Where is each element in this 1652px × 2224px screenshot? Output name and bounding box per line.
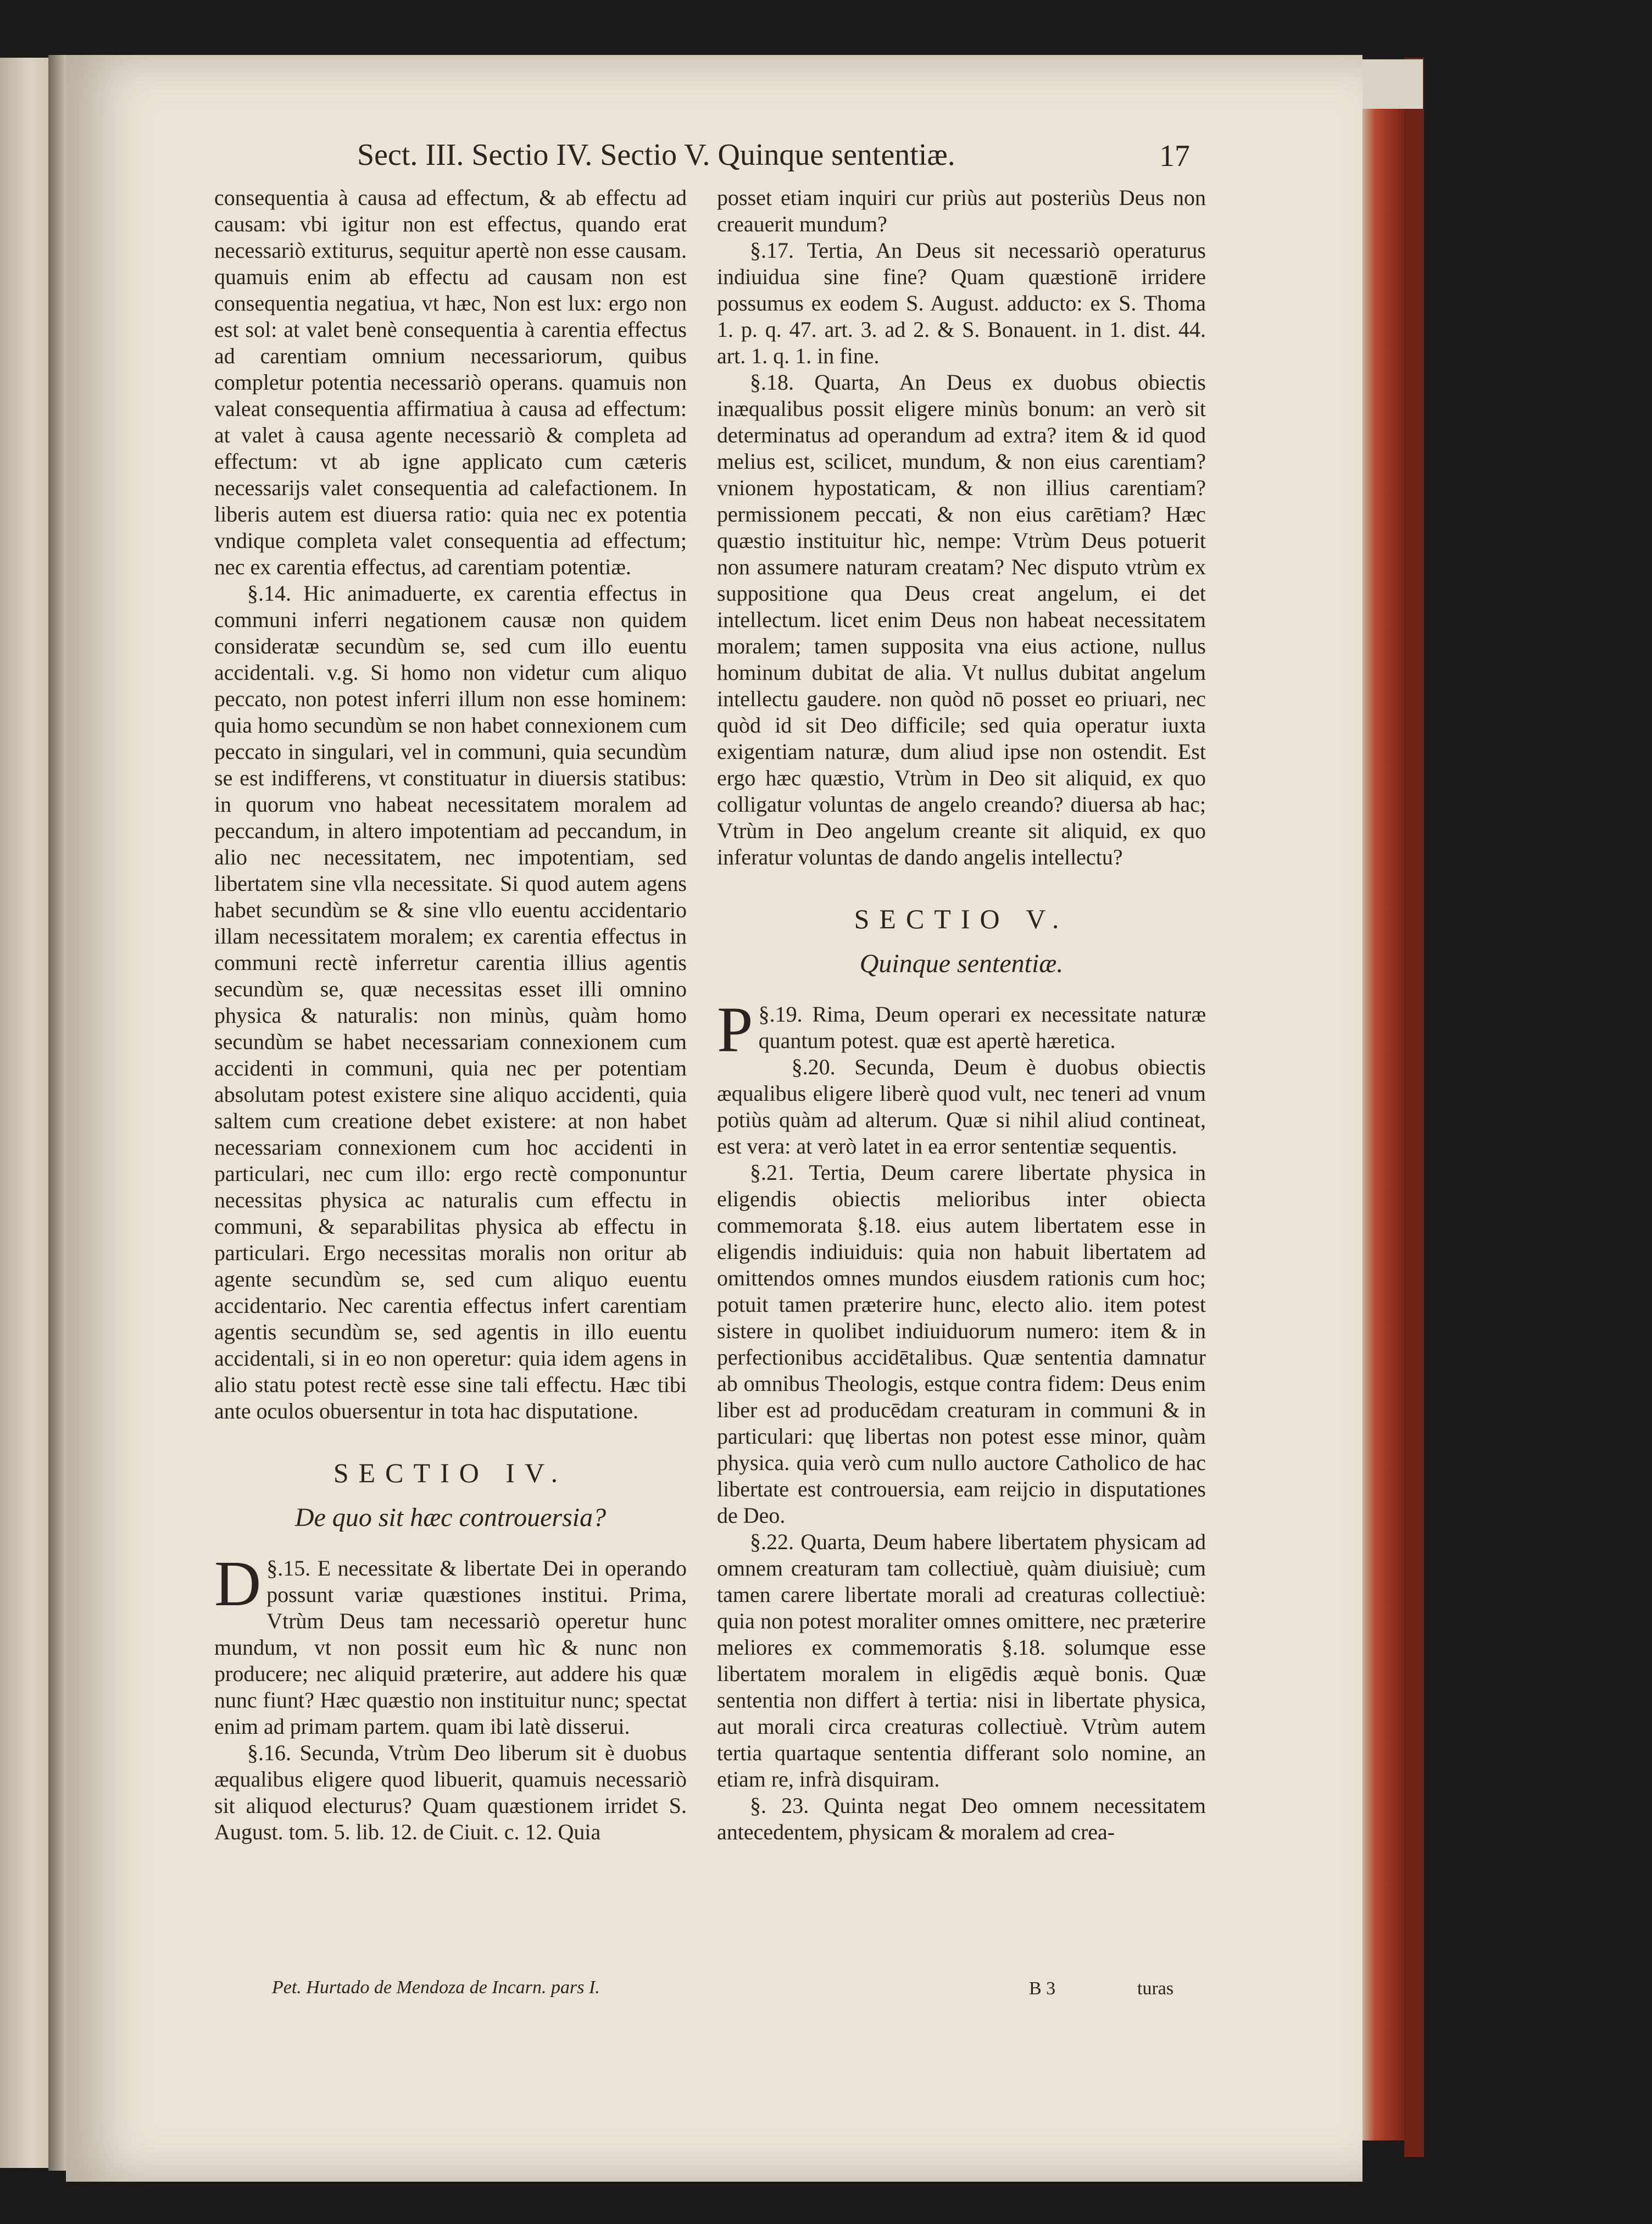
paragraph-continued: consequentia à causa ad effectum, & ab effectu ad causam: vbi igitur non est effectus, quando erat necessariò extiturus, sequitur apertè non esse causam. quamuis enim ab effectu ad causam non est consequentia negatiua, vt hæc, Non est lux: ergo non est sol: at valet benè consequentia à carentia effectus ad carentiam omnium necessariorum, quibus completur potentia necessariò operans. quamuis non valeat consequentia affirmatiua à causa ad effectum: at valet à causa agente necessariò & completa ad effectum: vt ab igne applicato cum cæteris necessarijs valet consequentia ad calefactionem. In liberis autem est diuersa ratio: quia nec ex potentia vndique completa valet consequentia ad effectum; nec ex carentia effectus, ad carentiam potentiæ. (214, 185, 687, 579)
section-heading-iv: SECTIO IV. (333, 1457, 568, 1488)
catchword: turas (1137, 1978, 1174, 1999)
paragraph-21: §.21. Tertia, Deum carere libertate physica in eligendis obiectis melioribus inter obiecta commemorata §.18. eius autem libertatem esse in eligendis indiuiduis: quia non habuit libertatem ad omittendos omnes mundos eiusdem rationis cum hoc; potuit tamen præterire hunc, electo alio. item potest sistere in quolibet indiuiduorum numero: item & in perfectionibus accidētalibus. Quæ sententia damnatur ab omnibus Theologis, estque contra fidem: Deus enim liber est ad producēdam creaturam in communi & in particulari: quę libertas non potest esse minor, quàm physica. quia verò cum nullo auctore Catholico de hac libertate est controuersia, eam reijcio in disputationes de Deo. (717, 1160, 1206, 1528)
left-column (214, 185, 687, 1845)
paragraph-15-text: E necessitate & libertate Dei in operando possunt variæ quæstiones institui. Prima, Vtrùm Deus tam necessariò operetur hunc mundum, vt non possit eum hìc & nunc non producere; nec aliquid præterire, aut addere his quæ nunc fiunt? Hæc quæstio non instituitur nunc; spectat enim ad primam partem. quam ibi latè disserui. (214, 1556, 687, 1739)
section-subtitle-iv: De quo sit hæc controuersia? (294, 1503, 607, 1532)
paragraph-18: §.18. Quarta, An Deus ex duobus obiectis inæqualibus possit eligere minùs bonum: an verò sit determinatus ad operandum ad extra? item & id quod melius est, scilicet, mundum, & non eius carentiam? vnionem hypostaticam, & non illius carentiam? permissionem peccati, & non eius carētiam? Hæc quæstio instituitur hìc, nempe: Vtrùm Deus potuerit non assumere naturam creatam? Nec disputo vtrùm ex suppositione qua Deus creat angelum, ei det intellectum. licet enim Deus non habeat necessitatem moralem; tamen supposita vna eius actione, nullus hominum dubitat de alia. Vt nullus dubitat angelum intellectu gaudere. non quòd nō posset eo priuari, nec quòd id sit Deo difficile; sed quia operatur iuxta exigentiam naturæ, dum aliud ipse non ostendit. Est ergo hæc quæstio, Vtrùm in Deo sit aliquid, ex quo colligatur voluntas de angelo creando? diuersa ab hac; Vtrùm in Deo angelum creante sit aliquid, ex quo inferatur voluntas de dando angelis intellectu? (717, 370, 1206, 869)
red-page-edges (1361, 69, 1408, 2140)
paragraph-23: §. 23. Quinta negat Deo omnem necessitatem antecedentem, physicam & moralem ad crea- (717, 1793, 1206, 1844)
paragraph-20: §.20. Secunda, Deum è duobus obiectis æqualibus eligere liberè quod vult, nec teneri ad vnum potiùs quàm ad alterum. Quæ si nihil aliud contineat, est vera: at verò latet in ea error sententiæ sequentis. (717, 1055, 1206, 1158)
book-cover-edge (1404, 58, 1424, 2157)
paragraph-14: §.14. Hic animaduerte, ex carentia effectus in communi inferri negationem causæ non quidem consideratæ secundùm se, sed cum illo euentu accidentali. v.g. Si homo non videtur cum aliquo peccato, non potest inferri illum non esse hominem: quia homo secundùm se non habet connexionem cum peccato in singulari, vel in communi, quia secundùm se est indifferens, vt constituatur in diuersis statibus: in quorum vno habeat necessitatem moralem ad peccandum, in altero impotentiam ad peccandum, in alio nec necessitatem, nec impotentiam, sed libertatem sine vlla necessitate. Si quod autem agens habet secundùm se & sine vllo euentu accidentario illam necessitatem moralem; ex carentia effectus in communi rectè inferretur carentia illius agentis secundùm se, quæ necessitas esset illi omnino physica & naturalis: non minùs, quàm homo secundùm se habet necessariam connexionem cum accidenti in communi, quia nec per potentiam absolutam potest existere sine aliquo accidenti, quia saltem cum creatione debet existere: at non habet necessariam connexionem cum hoc accidenti in particulari, nec cum illo: ergo rectè componuntur necessitas physica ac naturalis cum effectu in communi, & separabilitas physica ab effectu in particulari. Ergo necessitas moralis non oritur ab agente secundùm se, sed cum aliquo euentu accidentario. Nec carentia effectus infert carentiam agentis secundùm se, sed agentis in illo euentu accidentali, si in eo non operetur: quia idem agens in alio statu potest rectè esse sine tali effectu. Hæc tibi ante oculos obuersentur in tota hac disputatione. (214, 581, 687, 1423)
right-column (717, 185, 1206, 1845)
signature-line: Pet. Hurtado de Mendoza de Incarn. pars I. (272, 1977, 600, 1998)
paragraph-16: §.16. Secunda, Vtrùm Deo liberum sit è duobus æqualibus eligere quod libuerit, quamuis necessariò sit aliquod electurus? Quam quæstionem irridet S. August. tom. 5. lib. 12. de Ciuit. c. 12. Quia (214, 1740, 687, 1844)
paragraph-17: §.17. Tertia, An Deus sit necessariò operaturus indiuidua sine fine? Quam quæstionē irridere possumus ex eodem S. August. adducto: ex S. Thoma 1. p. q. 47. art. 3. ad 2. & S. Bonauent. in 1. dist. 44. art. 1. q. 1. in fine. (717, 238, 1206, 368)
signature-mark: B 3 (1029, 1978, 1056, 1999)
paper-tab (1362, 59, 1423, 109)
section-heading-v: SECTIO V. (854, 903, 1069, 934)
paragraph-19 (717, 994, 1206, 1066)
drop-cap: P (717, 994, 753, 1066)
paragraph-marker: §.19. (758, 1002, 803, 1027)
section-subtitle-v: Quinque sententiæ. (859, 949, 1064, 978)
paragraph-continued-right: posset etiam inquiri cur priùs aut posteriùs Deus non creauerit mundum? (717, 185, 1206, 236)
paragraph-marker: §.15. (266, 1556, 311, 1580)
paragraph-15 (214, 1548, 687, 1740)
drop-cap: D (214, 1548, 262, 1620)
facing-page-edge (0, 58, 49, 2168)
paragraph-22: §.22. Quarta, Deum habere libertatem physicam ad omnem creaturam tam collectiuè, quàm diuisiuè; cum tamen carere libertate morali ad creaturas collectiuè: quia non potest moraliter omnes omittere, nec præterire meliores ex commemoratis §.18. solumque esse libertatem moralem in eligēdis æquè bonis. Quæ sententia non differt à tertia: nisi in libertate physica, aut morali circa creaturas collectiuè. Vtrùm autem tertia quartaque sententia differant solo nomine, an etiam re, infrà disquiram. (717, 1529, 1206, 1792)
page-number: 17 (1159, 139, 1190, 173)
paragraph-19-text: Rima, Deum operari ex necessitate naturæ quantum potest. quæ est apertè hæretica. (758, 1002, 1206, 1053)
running-head: Sect. III. Sectio IV. Sectio V. Quinque sententiæ. (357, 138, 955, 172)
